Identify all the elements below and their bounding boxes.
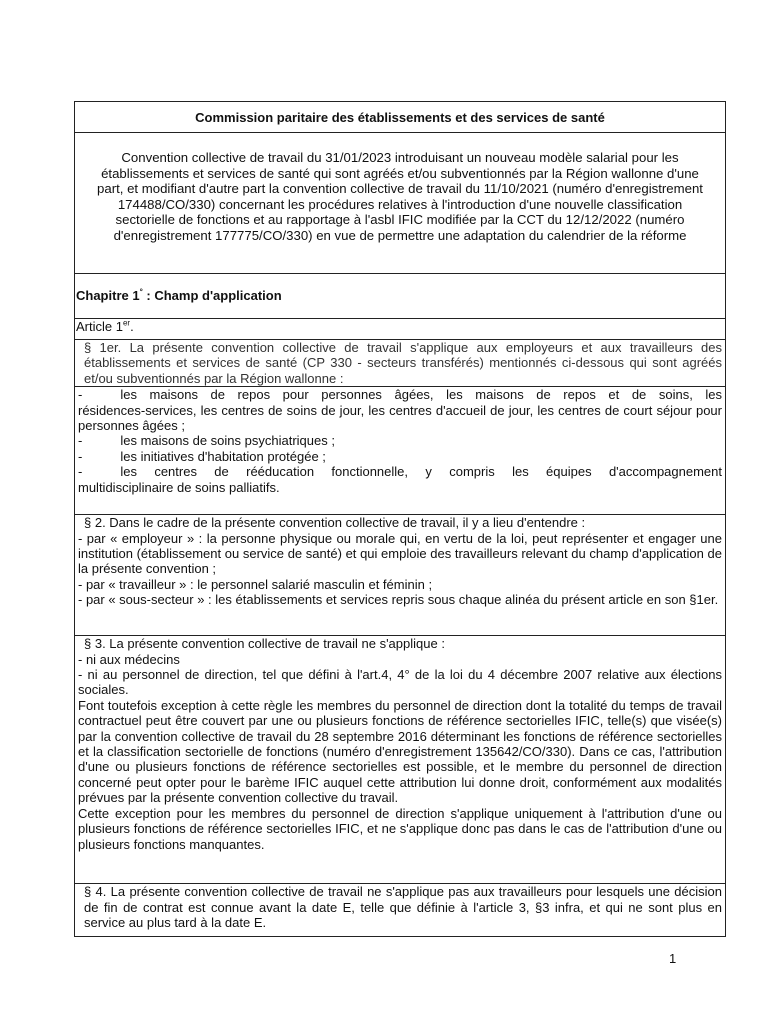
chapter-rest: : Champ d'application (142, 288, 282, 304)
definition-item: - par « sous-secteur » : les établissements et services repris sous chaque alinéa du présent article en son §1er. (78, 592, 719, 608)
list-dash: - (78, 448, 83, 464)
list-item (78, 464, 722, 495)
list-item-line: les centres de rééducation fonctionnelle, y compris les équipes d'accompagnement (120, 464, 722, 480)
definition-item: - par « travailleur » : le personnel salarié masculin et féminin ; (78, 576, 433, 592)
paragraph-1-text: § 1er. La présente convention collective de travail s'applique aux employeurs et aux travailleurs des établissements et services de santé (CP 330 - secteurs transférés) mentionnés ci-dessous qui sont agréés et/ou subventionnés par la Région wallonne : (84, 340, 722, 386)
article-heading (75, 319, 726, 340)
chapter-heading (75, 274, 726, 319)
convention-title: Convention collective de travail du 31/01/2023 introduisant un nouveau modèle salarial pour les établissements et services de santé qui sont agréés et/ou subventionnés par la Région wallonne d'une part, et modifiant d'autre part la convention collective de travail du 11/10/2021 (numéro d'enregistrement 174488/CO/330) concernant les procédures relatives à l'introduction d'une nouvelle classification sectorielle de fonctions et au rapportage à l'asbl IFIC modifiée par la CCT du 12/12/2022 (numéro d'enregistrement 177775/CO/330) en vue de permettre une adaptation du calendrier de la réforme (97, 150, 703, 243)
list-item-rest: multidisciplinaire de soins palliatifs. (78, 479, 280, 495)
list-item-rest: résidences-services, les centres de soins de jour, les centres d'accueil de jour, les centres de court séjour pour personnes âgées ; (78, 402, 722, 434)
paragraph-3-intro: § 3. La présente convention collective de travail ne s'applique : (84, 636, 445, 652)
paragraph-3 (75, 636, 726, 884)
list-dash: - (78, 464, 83, 480)
article-sup: er (122, 318, 131, 328)
list-item-line: les initiatives d'habitation protégée ; (120, 448, 326, 464)
paragraph-1 (75, 340, 726, 387)
paragraph-2 (75, 515, 726, 636)
list-item-line: les maisons de repos pour personnes âgées, les maisons de repos et de soins, les (120, 387, 722, 403)
document-table (74, 101, 726, 937)
paragraph-4-text: § 4. La présente convention collective de travail ne s'applique pas aux travailleurs pour lesquels une décision de fin de contrat est connue avant la date E, telle que définie à l'article 3, §3 infra, et qui ne sont plus en service au plus tard à la date E. (84, 884, 722, 931)
exclusion-item: - ni aux médecins (78, 651, 180, 667)
paragraph-2-intro: § 2. Dans le cadre de la présente convention collective de travail, il y a lieu d'entendre : (84, 515, 586, 531)
list-item (78, 449, 722, 464)
commission-title: Commission paritaire des établissements et des services de santé (195, 110, 605, 126)
definition-item: - par « employeur » : la personne physique ou morale qui, en vertu de la loi, peut représenter et engager une institution (établissement ou service de santé) et qui emploie des travailleurs relevant du champ d'application de la présente convention ; (78, 530, 722, 577)
list-item (78, 387, 722, 433)
commission-title-cell (75, 102, 726, 133)
list-item-line: les maisons de soins psychiatriques ; (120, 433, 335, 449)
list-dash: - (78, 387, 83, 403)
exclusion-item: - ni au personnel de direction, tel que défini à l'art.4, 4° de la loi du 4 décembre 2007 relative aux élections sociales. (78, 667, 722, 698)
exception-scope-paragraph: Cette exception pour les membres du personnel de direction s'applique uniquement à l'attribution d'une ou plusieurs fonctions de référence sectorielles IFIC, et ne s'applique donc pas dans le cas de l'attribution d'une ou plusieurs fonctions manquantes. (78, 805, 722, 852)
chapter-sup: ° (139, 287, 143, 297)
article-prefix: Article 1 (76, 319, 123, 334)
list-dash: - (78, 433, 83, 449)
chapter-prefix: Chapitre 1 (76, 288, 140, 304)
article-rest: . (130, 319, 134, 334)
page-number: 1 (669, 951, 677, 966)
exception-paragraph: Font toutefois exception à cette règle les membres du personnel de direction dont la totalité du temps de travail contractuel peut être couvert par une ou plusieurs fonctions de référence sectorielles IFIC, telle(s) que visée(s) par la convention collective de travail du 28 septembre 2016 déterminant les fonctions de référence sectorielles et la classification sectorielle de fonctions (numéro d'enregistrement 135642/CO/330). Dans ce cas, l'attribution d'une ou plusieurs fonctions de référence sectorielles est possible, et le membre du personnel de direction concerné peut opter pour le barème IFIC auquel cette attribution lui donne droit, conformément aux modalités prévues par la présente convention collective du travail. (78, 697, 722, 806)
list-item (78, 433, 722, 448)
convention-cell (75, 133, 726, 274)
establishment-list (75, 387, 726, 515)
paragraph-4 (75, 884, 726, 937)
